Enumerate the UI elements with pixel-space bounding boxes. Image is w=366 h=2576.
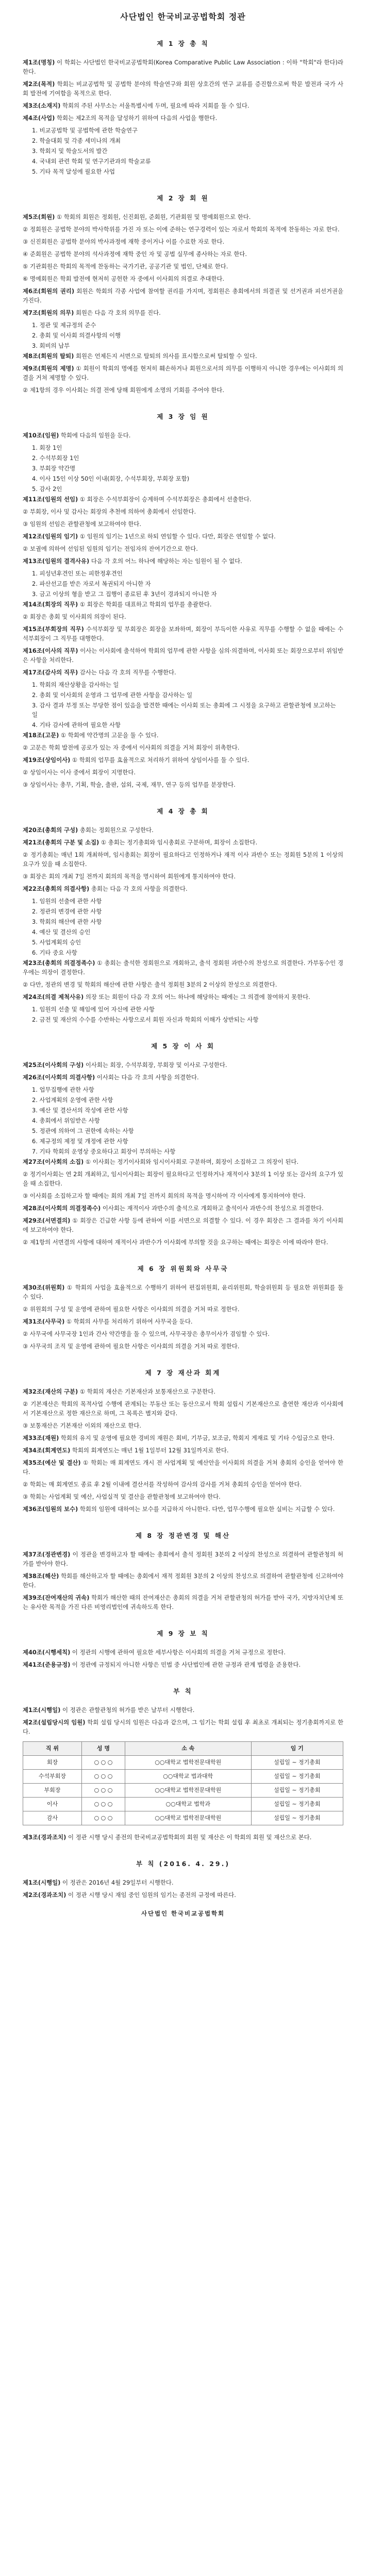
article-text: 다음 각 호의 어느 하나에 해당하는 자는 임원이 될 수 없다. — [91, 557, 242, 565]
article-text: 학회는 제2조의 목적을 달성하기 위하여 다음의 사업을 행한다. — [56, 114, 218, 122]
list-item: 6. 기타 중요 사항 — [32, 949, 77, 956]
article-head: 제10조(임원) — [23, 432, 59, 439]
article-text: 학회가 해산한 때의 잔여재산은 총회의 의결을 거쳐 관할관청의 허가를 받아 국가, 지방자치단체 또는 유사한 목적을 가진 다른 비영리법인에 귀속하도록 한다. — [23, 1594, 343, 1611]
chapter-heading: 제 7 장 재산과 회계 — [145, 1369, 221, 1377]
article-text: ② 보궐에 의하여 선임된 임원의 임기는 전임자의 잔여기간으로 한다. — [23, 545, 198, 552]
list-item: 1. 회장 1인 — [32, 444, 62, 451]
article-head: 제40조(시행세칙) — [23, 1649, 71, 1656]
article-text: 이 정관의 시행에 관하여 필요한 세부사항은 이사회의 의결을 거쳐 규정으로 정한다. — [72, 1649, 286, 1656]
list-item: 2. 총회 및 이사회의 운영과 그 업무에 관한 사항을 감사하는 일 — [32, 691, 193, 699]
article — [23, 825, 343, 835]
article-head: 제18조(고문) — [23, 732, 59, 739]
article-text: ③ 임원의 선임은 관할관청에 보고하여야 한다. — [23, 520, 141, 528]
article — [23, 768, 343, 777]
chapter-9 — [23, 1629, 343, 1669]
cell-term: 설립일 ~ 정기총회 — [251, 1756, 343, 1770]
cell-position: 감사 — [23, 1811, 82, 1825]
list-item: 2. 금전 및 재산의 수수를 수반하는 사항으로서 회원 자신과 학회의 이해가 상반되는 사항 — [32, 1016, 259, 1023]
article — [23, 1399, 343, 1418]
column-header: 소 속 — [125, 1742, 251, 1756]
list-item: 1. 정관 및 제규정의 준수 — [32, 321, 96, 329]
article-text: ③ 신진회원은 공법학 분야의 박사과정에 재학 중이거나 이를 수료한 자로 한다. — [23, 238, 225, 245]
article — [23, 519, 343, 529]
article-head: 제36조(임원의 보수) — [23, 1505, 78, 1513]
article — [23, 262, 343, 271]
article-head: 제21조(총회의 구분 및 소집) — [23, 839, 99, 846]
article-text: ① 학회의 사무를 처리하기 위하여 사무국을 둔다. — [66, 1318, 193, 1325]
article-text: ⑥ 명예회원은 학회 발전에 현저히 공헌한 자 중에서 이사회의 의결로 추대한다. — [23, 275, 225, 282]
article-text: 이 정관에 규정되지 아니한 사항은 민법 중 사단법인에 관한 규정과 관계 법령을 준용한다. — [72, 1661, 301, 1668]
chapter-heading: 제 6 장 위원회와 사무국 — [137, 1265, 229, 1273]
article-text: ③ 상임이사는 총무, 기획, 학술, 출판, 섭외, 국제, 재무, 연구 등의 업무를 분장한다. — [23, 781, 236, 788]
article-text: ③ 이사회를 소집하고자 할 때에는 회의 개최 7일 전까지 회의의 목적을 명시하여 각 이사에게 통지하여야 한다. — [23, 1192, 306, 1199]
article-text: ② 정기총회는 매년 1회 개최하며, 임시총회는 회장이 필요하다고 인정하거나 재적 이사 과반수 또는 정회원 5분의 1 이상의 요구가 있을 때 소집한다. — [23, 851, 343, 868]
article-text: ② 부회장, 이사 및 감사는 회장의 추천에 의하여 총회에서 선임한다. — [23, 508, 196, 515]
article — [23, 1329, 343, 1338]
chapter-heading: 제 3 장 임 원 — [157, 413, 209, 420]
cell-position: 회장 — [23, 1756, 82, 1770]
list-item: 3. 부회장 약간명 — [32, 465, 76, 472]
article-text: ① 학회에 약간명의 고문을 둘 수 있다. — [60, 732, 159, 739]
cell-term: 설립일 ~ 정기총회 — [251, 1811, 343, 1825]
article-head: 제23조(총회의 의결정족수) — [23, 959, 95, 967]
article-head: 제12조(임원의 임기) — [23, 533, 78, 540]
article — [23, 1421, 343, 1430]
article-head: 제20조(총회의 구성) — [23, 826, 78, 834]
article — [23, 1387, 343, 1396]
article — [23, 507, 343, 516]
article-text: 회원은 학회의 각종 사업에 참여할 권리를 가지며, 정회원은 총회에서의 의결권 및 선거권과 피선거권을 가진다. — [23, 287, 343, 304]
list-item: 2. 수석부회장 1인 — [32, 454, 79, 462]
article-head: 제34조(회계연도) — [23, 1447, 71, 1454]
article — [23, 980, 343, 989]
article — [23, 1458, 343, 1477]
article-text: ② 사무국에 사무국장 1인과 간사 약간명을 둘 수 있으며, 사무국장은 총무이사가 겸임할 수 있다. — [23, 1330, 270, 1337]
list-item: 3. 예산 및 결산서의 작성에 관한 사항 — [32, 1107, 128, 1114]
article — [23, 624, 343, 643]
article — [23, 958, 343, 977]
article — [23, 1317, 343, 1326]
article-head: 제2조(경과조치) — [23, 1891, 66, 1899]
article — [23, 225, 343, 234]
article-head: 제2조(설립당시의 임원) — [23, 1719, 86, 1726]
article-head: 제37조(정관변경) — [23, 1551, 71, 1558]
article — [23, 237, 343, 246]
article-text: 이 정관 시행 당시 종전의 한국비교공법학회의 회원 및 재산은 이 학회의 회원 및 재산으로 본다. — [68, 1834, 312, 1841]
table-row — [23, 1756, 343, 1770]
cell-organization: ○○대학교 법학전문대학원 — [125, 1756, 251, 1770]
article-head: 제11조(임원의 선임) — [23, 496, 78, 503]
article — [23, 385, 343, 395]
article-head: 제14조(회장의 직무) — [23, 601, 78, 608]
article-text: 학회의 임원에 대하여는 보수를 지급하지 아니한다. 다만, 업무수행에 필요한 실비는 지급할 수 있다. — [79, 1505, 335, 1513]
article-head: 제39조(잔여재산의 귀속) — [23, 1594, 90, 1601]
list-item: 4. 이사 15인 이상 50인 이내(회장, 수석부회장, 부회장 포함) — [32, 475, 190, 482]
chapter-heading: 제 1 장 총 칙 — [157, 40, 209, 47]
chapter-heading: 제 4 장 총 회 — [157, 807, 209, 815]
article-text: 총회는 다음 각 호의 사항을 의결한다. — [91, 885, 188, 892]
article — [23, 1060, 343, 1070]
list-item: 1. 임원의 선출 및 해임에 있어 자신에 관한 사항 — [32, 1006, 155, 1013]
article-text: 학회에 다음의 임원을 둔다. — [60, 432, 131, 439]
article — [23, 731, 343, 740]
chapter-8 — [23, 1531, 343, 1612]
article-text: 학회는 비교공법학 및 공법학 분야의 학술연구와 회원 상호간의 연구 교류를 증진함으로써 학문 발전과 국가 사회 발전에 기여함을 목적으로 한다. — [23, 80, 344, 97]
list-item: 6. 제규정의 제정 및 개정에 관한 사항 — [32, 1138, 128, 1145]
article-text: ① 이사회는 정기이사회와 임시이사회로 구분하며, 회장이 소집하고 그 의장이 된다. — [85, 1158, 299, 1165]
article-text: 이사회는 다음 각 호의 사항을 의결한다. — [96, 1074, 199, 1081]
article-head: 제1조(시행일) — [23, 1879, 61, 1886]
article — [23, 646, 343, 665]
article-text: ③ 학회는 사업계획 및 예산, 사업실적 및 결산을 관할관청에 보고하여야 한다. — [23, 1493, 221, 1500]
article — [23, 1283, 343, 1301]
cell-organization: ○○대학교 법과대학 — [125, 1770, 251, 1784]
article-text: ② 정기이사회는 연 2회 개최하고, 임시이사회는 회장이 필요하다고 인정하거나 재적이사 3분의 1 이상 또는 감사의 요구가 있을 때 소집한다. — [23, 1171, 343, 1187]
article-head: 제24조(의결 제척사유) — [23, 993, 84, 1001]
article — [23, 556, 343, 566]
article-text: ① 학회의 사업을 효율적으로 수행하기 위하여 편집위원회, 윤리위원회, 학술위원회 등 필요한 위원회를 둘 수 있다. — [23, 1284, 343, 1300]
chapter-6 — [23, 1264, 343, 1351]
article-text: ① 학회는 매 회계연도 개시 전 사업계획 및 예산안을 이사회의 의결을 거쳐 총회의 승인을 얻어야 한다. — [23, 1459, 344, 1476]
article — [23, 1833, 343, 1842]
article — [23, 780, 343, 789]
list-item: 1. 업무집행에 관한 사항 — [32, 1086, 94, 1093]
article — [23, 1878, 343, 1887]
article — [23, 1157, 343, 1166]
article — [23, 1216, 343, 1234]
article — [23, 668, 343, 677]
article-text: ② 제1항의 서면결의 사항에 대하여 재적이사 과반수가 이사회에 부의할 것을 요구하는 때에는 회장은 이에 따라야 한다. — [23, 1239, 328, 1246]
article-text: 의장 또는 회원이 다음 각 호의 어느 하나에 해당하는 때에는 그 의결에 참여하지 못한다. — [85, 993, 310, 1001]
article-text: ② 상임이사는 이사 중에서 회장이 지명한다. — [23, 769, 136, 776]
chapter-heading: 제 2 장 회 원 — [157, 194, 209, 202]
list-item: 4. 총회에서 위임받은 사항 — [32, 1117, 100, 1124]
list-item: 5. 정관에 의하여 그 권한에 속하는 사항 — [32, 1127, 134, 1134]
article — [23, 600, 343, 609]
article-text: ① 학회의 재산은 기본재산과 보통재산으로 구분한다. — [79, 1388, 215, 1395]
cell-name: ○ ○ ○ — [81, 1798, 125, 1811]
article-text: 감사는 다음 각 호의 직무를 수행한다. — [79, 669, 176, 676]
chapter-heading: 제 5 장 이 사 회 — [151, 1042, 215, 1050]
article — [23, 308, 343, 317]
article — [23, 544, 343, 553]
article-text: ④ 준회원은 공법학 분야의 석사과정에 재학 중인 자 및 공법 실무에 종사하는 자로 한다. — [23, 250, 247, 258]
article-text: 학회의 회계연도는 매년 1월 1일부터 12월 31일까지로 한다. — [72, 1447, 229, 1454]
list-item: 1. 임원의 선출에 관한 사항 — [32, 897, 102, 905]
article-text: 회원은 다음 각 호의 의무를 진다. — [75, 309, 161, 316]
list-item: 4. 국내외 관련 학회 및 연구기관과의 학술교류 — [32, 158, 151, 165]
article-text: 회원은 언제든지 서면으로 탈퇴의 의사를 표시함으로써 탈퇴할 수 있다. — [75, 352, 257, 360]
article-head: 제1조(명칭) — [23, 59, 55, 66]
article — [23, 79, 343, 98]
document-title: 사단법인 한국비교공법학회 정관 — [120, 12, 246, 22]
article — [23, 364, 343, 382]
article-text: ⑤ 기관회원은 학회의 목적에 찬동하는 국가기관, 공공기관 및 법인, 단체로 한다. — [23, 263, 228, 270]
list-item: 1. 학회의 재산상황을 감사하는 일 — [32, 681, 119, 688]
article — [23, 431, 343, 440]
article — [23, 1504, 343, 1514]
article-head: 제31조(사무국) — [23, 1318, 65, 1325]
article-text: 이 정관을 변경하고자 할 때에는 총회에서 출석 정회원 3분의 2 이상의 찬성으로 의결하여 관할관청의 허가를 받아야 한다. — [23, 1551, 344, 1567]
article — [23, 1304, 343, 1314]
article — [23, 1170, 343, 1188]
list-item: 3. 감사 결과 부정 또는 부당한 점이 있음을 발견한 때에는 이사회 또는 총회에 그 시정을 요구하고 관할관청에 보고하는 일 — [32, 702, 336, 718]
article-head: 제29조(서면결의) — [23, 1217, 71, 1224]
list-item: 7. 기타 학회의 운영상 중요하다고 회장이 부의하는 사항 — [32, 1148, 176, 1155]
cell-term: 설립일 ~ 정기총회 — [251, 1770, 343, 1784]
article — [23, 249, 343, 259]
article — [23, 612, 343, 621]
article-text: ② 제1항의 경우 이사회는 의결 전에 당해 회원에게 소명의 기회를 주어야 한다. — [23, 386, 225, 394]
article-head: 제1조(시행일) — [23, 1706, 61, 1714]
cell-name: ○ ○ ○ — [81, 1756, 125, 1770]
article-head: 제16조(이사의 직무) — [23, 647, 78, 654]
list-item: 4. 기타 감사에 관하여 필요한 사항 — [32, 721, 121, 728]
article — [23, 838, 343, 847]
article-text: ① 회원이 학회의 명예를 현저히 훼손하거나 회원으로서의 의무를 이행하지 아니한 경우에는 이사회의 의결을 거쳐 제명할 수 있다. — [23, 365, 343, 381]
list-item: 2. 사업계획의 운영에 관한 사항 — [32, 1096, 113, 1104]
article — [23, 1204, 343, 1213]
article-head: 제35조(예산 및 결산) — [23, 1459, 81, 1466]
column-header: 직 위 — [23, 1742, 82, 1756]
list-item: 5. 사업계획의 승인 — [32, 939, 81, 946]
organization-signature: 사단법인 한국비교공법학회 — [141, 1910, 225, 1917]
article-head: 제3조(경과조치) — [23, 1834, 66, 1841]
article-text: ① 학회의 회원은 정회원, 신진회원, 준회원, 기관회원 및 명예회원으로 한다. — [56, 213, 251, 221]
article — [23, 1446, 343, 1455]
article-text: ③ 사무국의 조직 및 운영에 관하여 필요한 사항은 이사회의 의결을 거쳐 따로 정한다. — [23, 1343, 240, 1350]
article-text: ① 회장은 학회를 대표하고 학회의 업무를 총괄한다. — [79, 601, 212, 608]
chapter-4 — [23, 807, 343, 1024]
article — [23, 1433, 343, 1443]
article — [23, 1480, 343, 1489]
article — [23, 58, 343, 76]
article-head: 제15조(부회장의 직무) — [23, 625, 84, 633]
document-page — [23, 0, 343, 1918]
article — [23, 1073, 343, 1082]
article-text: ② 다만, 정관의 변경 및 학회의 해산에 관한 사항은 출석 정회원 3분의 2 이상의 찬성으로 의결한다. — [23, 981, 277, 988]
table-row — [23, 1798, 343, 1811]
article-head: 제25조(이사회의 구성) — [23, 1061, 84, 1069]
article-head: 제8조(회원의 탈퇴) — [23, 352, 74, 360]
article-head: 제33조(재원) — [23, 1434, 59, 1442]
article — [23, 1571, 343, 1590]
list-item: 2. 총회 및 이사회 의결사항의 이행 — [32, 332, 121, 339]
article — [23, 1342, 343, 1351]
article-head: 제19조(상임이사) — [23, 756, 71, 764]
list-item: 5. 감사 2인 — [32, 485, 62, 493]
cell-name: ○ ○ ○ — [81, 1784, 125, 1798]
list-item: 1. 비교공법학 및 공법학에 관한 학술연구 — [32, 127, 138, 134]
article-head: 제3조(소재지) — [23, 102, 61, 109]
cell-organization: ○○대학교 법학과 — [125, 1798, 251, 1811]
chapter-5 — [23, 1042, 343, 1247]
list-item: 3. 학회지 및 학술도서의 발간 — [32, 147, 108, 155]
cell-term: 설립일 ~ 정기총회 — [251, 1784, 343, 1798]
cell-position: 이사 — [23, 1798, 82, 1811]
article — [23, 1492, 343, 1501]
list-item: 2. 학술대회 및 각종 세미나의 개최 — [32, 137, 121, 144]
article-text: ③ 보통재산은 기본재산 이외의 재산으로 한다. — [23, 1422, 141, 1429]
article — [23, 1550, 343, 1568]
cell-name: ○ ○ ○ — [81, 1770, 125, 1784]
article-text: ② 기본재산은 학회의 목적사업 수행에 관계되는 부동산 또는 동산으로서 학회 설립시 기본재산으로 출연한 재산과 이사회에서 기본재산으로 정한 재산으로 하며, 그 목록은 별지와 같다. — [23, 1400, 343, 1417]
cell-position: 수석부회장 — [23, 1770, 82, 1784]
chapter-1 — [23, 39, 343, 176]
article-text: ② 위원회의 구성 및 운영에 관하여 필요한 사항은 이사회의 의결을 거쳐 따로 정한다. — [23, 1306, 240, 1313]
article — [23, 495, 343, 504]
article-text: ② 고문은 학회 발전에 공로가 있는 자 중에서 이사회의 의결을 거쳐 회장이 위촉한다. — [23, 744, 240, 751]
article — [23, 1705, 343, 1715]
article-text: ② 정회원은 공법학 분야의 박사학위를 가진 자 또는 이에 준하는 연구경력이 있는 자로서 학회의 목적에 찬동하는 자로 한다. — [23, 226, 340, 233]
article-head: 제4조(사업) — [23, 114, 55, 122]
article — [23, 992, 343, 1002]
table-row — [23, 1784, 343, 1798]
column-header: 성 명 — [81, 1742, 125, 1756]
article — [23, 872, 343, 881]
article-text: 이사는 이사회에 출석하여 학회의 업무에 관한 사항을 심의·의결하며, 이사회 또는 회장으로부터 위임받은 사항을 처리한다. — [23, 647, 343, 664]
list-item: 2. 파산선고를 받은 자로서 복권되지 아니한 자 — [32, 580, 151, 587]
article-text: 학회의 주된 사무소는 서울특별시에 두며, 필요에 따라 지회를 둘 수 있다. — [62, 102, 249, 109]
article — [23, 101, 343, 110]
article-head: 제22조(총회의 의결사항) — [23, 885, 90, 892]
article — [23, 850, 343, 869]
article-text: ③ 회장은 회의 개최 7일 전까지 회의의 목적을 명시하여 회원에게 통지하여야 한다. — [23, 873, 236, 880]
article — [23, 1660, 343, 1669]
column-header: 임 기 — [251, 1742, 343, 1756]
article — [23, 884, 343, 893]
article-text: ② 학회는 매 회계연도 종료 후 2월 이내에 결산서를 작성하여 감사의 감사를 거쳐 총회의 승인을 얻어야 한다. — [23, 1481, 302, 1488]
article-head: 제27조(이사회의 소집) — [23, 1158, 84, 1165]
article-head: 제13조(임원의 결격사유) — [23, 557, 90, 565]
chapter-2 — [23, 194, 343, 395]
article-head: 제38조(해산) — [23, 1572, 59, 1580]
article-text: 학회를 해산하고자 할 때에는 총회에서 재적 정회원 3분의 2 이상의 찬성으로 의결하여 관할관청에 신고하여야 한다. — [23, 1572, 343, 1589]
article-text: 학회의 유지 및 운영에 필요한 경비의 재원은 회비, 기부금, 보조금, 학회지 게재료 및 기타 수입금으로 한다. — [60, 1434, 335, 1442]
list-item: 3. 회비의 납부 — [32, 342, 70, 349]
table-header-row — [23, 1742, 343, 1756]
article — [23, 755, 343, 765]
article-text: ① 임원의 임기는 1년으로 하되 연임할 수 있다. 다만, 회장은 연임할 수 없다. — [79, 533, 276, 540]
article-head: 제2조(목적) — [23, 80, 55, 88]
list-item: 5. 기타 목적 달성에 필요한 사업 — [32, 168, 115, 175]
article — [23, 1191, 343, 1200]
article — [23, 1593, 343, 1612]
cell-organization: ○○대학교 법학전문대학원 — [125, 1784, 251, 1798]
article-text: 이 학회는 사단법인 한국비교공법학회(Korea Comparative Public Law Association : 이하 "학회"라 한다)라 한다. — [23, 59, 344, 75]
cell-name: ○ ○ ○ — [81, 1811, 125, 1825]
article — [23, 286, 343, 305]
article-text: 총회는 정회원으로 구성한다. — [79, 826, 154, 834]
article-head: 제6조(회원의 권리) — [23, 287, 75, 295]
article — [23, 1238, 343, 1247]
article-head: 제28조(이사회의 의결정족수) — [23, 1205, 101, 1212]
cell-term: 설립일 ~ 정기총회 — [251, 1798, 343, 1811]
article — [23, 212, 343, 222]
appendix — [23, 1687, 343, 1842]
article-head: 제26조(이사회의 의결사항) — [23, 1074, 95, 1081]
appendix-heading: 부 칙 — [173, 1687, 193, 1695]
appendix-amendment — [23, 1859, 343, 1900]
article-head: 제41조(준용규정) — [23, 1661, 71, 1668]
chapter-3 — [23, 412, 343, 789]
article — [23, 532, 343, 541]
article-text: 학회 설립 당시의 임원은 다음과 같으며, 그 임기는 학회 설립 후 최초로 개최되는 정기총회까지로 한다. — [23, 1719, 344, 1735]
article-head: 제9조(회원의 제명) — [23, 365, 74, 372]
article-head: 제32조(재산의 구분) — [23, 1388, 78, 1395]
article-text: ① 총회는 출석한 정회원으로 개회하고, 출석 정회원 과반수의 찬성으로 의결한다. 가부동수인 경우에는 의장이 결정한다. — [23, 959, 344, 976]
article-text: 이사회는 재적이사 과반수의 출석으로 개회하고 출석이사 과반수의 찬성으로 의결한다. — [102, 1205, 324, 1212]
article — [23, 1890, 343, 1900]
article — [23, 1648, 343, 1657]
article-text: 이 정관은 2016년 4월 29일부터 시행한다. — [62, 1879, 174, 1886]
list-item: 3. 금고 이상의 형을 받고 그 집행이 종료된 후 3년이 경과되지 아니한 자 — [32, 590, 217, 598]
table-row — [23, 1770, 343, 1784]
article — [23, 113, 343, 123]
article-text: 수석부회장 및 부회장은 회장을 보좌하며, 회장이 부득이한 사유로 직무를 수행할 수 없을 때에는 수석부회장이 그 직무를 대행한다. — [23, 625, 343, 642]
article — [23, 1718, 343, 1736]
chapter-7 — [23, 1368, 343, 1514]
chapter-heading: 제 9 장 보 칙 — [157, 1630, 209, 1637]
article — [23, 743, 343, 752]
article-text: 이 정관 시행 당시 재임 중인 임원의 임기는 종전의 규정에 따른다. — [68, 1891, 236, 1899]
article-text: ② 회장은 총회 및 이사회의 의장이 된다. — [23, 613, 126, 620]
appendix-heading: 부 칙 (2016. 4. 29.) — [136, 1860, 230, 1868]
article-head: 제30조(위원회) — [23, 1284, 65, 1291]
article-text: 이사회는 회장, 수석부회장, 부회장 및 이사로 구성한다. — [85, 1061, 227, 1069]
article-text: ① 회장은 수석부회장이 승계하며 수석부회장은 총회에서 선출한다. — [79, 496, 252, 503]
cell-organization: ○○대학교 법학전문대학원 — [125, 1811, 251, 1825]
list-item: 1. 피성년후견인 또는 피한정후견인 — [32, 570, 123, 577]
article-head: 제17조(감사의 직무) — [23, 669, 78, 676]
officers-table — [23, 1741, 343, 1825]
list-item: 4. 예산 및 결산의 승인 — [32, 928, 91, 936]
list-item: 3. 학회의 해산에 관한 사항 — [32, 918, 102, 925]
article-text: ① 학회의 업무를 효율적으로 처리하기 위하여 상임이사를 둘 수 있다. — [72, 756, 249, 764]
table-row — [23, 1811, 343, 1825]
chapter-heading: 제 8 장 정관변경 및 해산 — [135, 1532, 231, 1539]
list-item: 2. 정관의 변경에 관한 사항 — [32, 908, 102, 915]
article — [23, 274, 343, 283]
article-text: ① 총회는 정기총회와 임시총회로 구분하며, 회장이 소집한다. — [101, 839, 258, 846]
article — [23, 351, 343, 361]
cell-position: 부회장 — [23, 1784, 82, 1798]
article-head: 제7조(회원의 의무) — [23, 309, 74, 316]
article-text: ① 회장은 긴급한 사항 등에 관하여 이를 서면으로 의결할 수 있다. 이 경우 회장은 그 결과를 차기 이사회에 보고하여야 한다. — [23, 1217, 343, 1233]
article-head: 제5조(회원) — [23, 213, 55, 221]
article-text: 이 정관은 관할관청의 허가를 받은 날부터 시행한다. — [62, 1706, 195, 1714]
